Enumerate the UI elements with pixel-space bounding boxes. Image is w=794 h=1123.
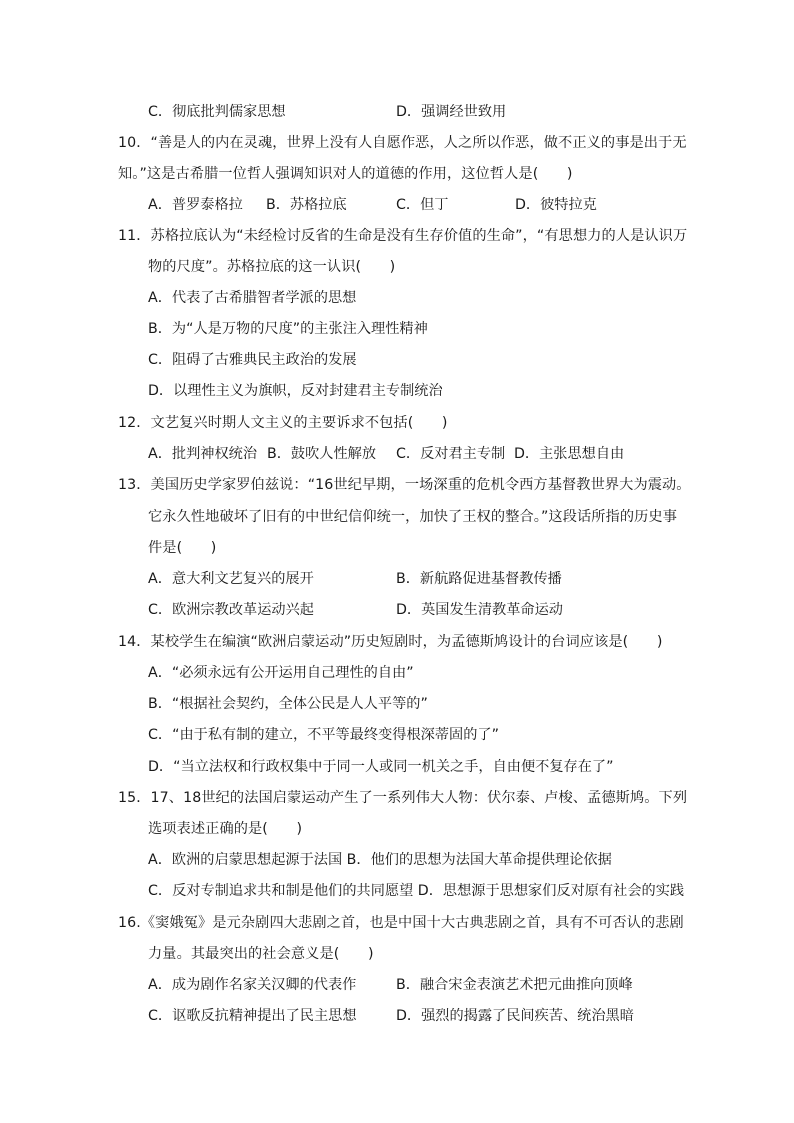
q10-option-a: A．普罗泰格拉 bbox=[148, 197, 243, 213]
q14-option-d: D．“当立法权和行政权集中于同一人或同一机关之手，自由便不复存在了” bbox=[148, 759, 614, 775]
q9-option-c: C．彻底批判儒家思想 bbox=[148, 104, 286, 120]
q12-option-c: C．反对君主专制 bbox=[396, 446, 506, 462]
q11-option-d: D．以理性主义为旗帜，反对封建君主专制统治 bbox=[148, 383, 443, 399]
q13-option-b: B．新航路促进基督教传播 bbox=[396, 571, 562, 587]
q14-stem-line1: 14．某校学生在编演“欧洲启蒙运动”历史短剧时，为孟德斯鸠设计的台词应该是( ) bbox=[118, 634, 663, 650]
q10-option-b: B．苏格拉底 bbox=[266, 197, 347, 213]
q15-stem-line1: 15．17、18世纪的法国启蒙运动产生了一系列伟大人物：伏尔泰、卢梭、孟德斯鸠。下列 bbox=[118, 790, 688, 806]
q11-option-c: C．阻碍了古雅典民主政治的发展 bbox=[148, 352, 357, 368]
q12-option-a: A．批判神权统治 bbox=[148, 446, 258, 462]
q12-option-b: B．鼓吹人性解放 bbox=[267, 446, 377, 462]
q13-option-d: D．英国发生清教革命运动 bbox=[396, 602, 563, 618]
q16-stem-line1: 16.《窦娥冤》是元杂剧四大悲剧之首，也是中国十大古典悲剧之首，具有不可否认的悲剧 bbox=[118, 915, 684, 931]
q15-stem-line2: 选项表述正确的是( ) bbox=[148, 821, 303, 837]
q10-stem-line2: 知。”这是古希腊一位哲人强调知识对人的道德的作用，这位哲人是( ) bbox=[118, 166, 573, 182]
q10-stem-line1: 10．“善是人的内在灵魂，世界上没有人自愿作恶，人之所以作恶，做不正义的事是出于无 bbox=[118, 135, 687, 151]
q12-option-d: D．主张思想自由 bbox=[514, 446, 625, 462]
q11-option-a: A．代表了古希腊智者学派的思想 bbox=[148, 290, 357, 306]
q10-option-d: D．彼特拉克 bbox=[515, 197, 597, 213]
q13-option-a: A．意大利文艺复兴的展开 bbox=[148, 571, 314, 587]
q16-stem-line2: 力量。其最突出的社会意义是( ) bbox=[148, 946, 374, 962]
q15-options-row2: C．反对专制追求共和制是他们的共同愿望 D．思想源于思想家们反对原有社会的实践 bbox=[148, 883, 685, 899]
q11-option-b: B．为“人是万物的尺度”的主张注入理性精神 bbox=[148, 321, 428, 337]
q16-option-c: C．讴歌反抗精神提出了民主思想 bbox=[148, 1008, 357, 1024]
q11-stem-line1: 11．苏格拉底认为“未经检讨反省的生命是没有生存价值的生命”，“有思想力的人是认识万 bbox=[118, 228, 688, 244]
q14-option-c: C．“由于私有制的建立，不平等最终变得根深蒂固的了” bbox=[148, 727, 499, 743]
q15-options-row1: A．欧洲的启蒙思想起源于法国 B．他们的思想为法国大革命提供理论依据 bbox=[148, 852, 612, 868]
q12-stem-line1: 12．文艺复兴时期人文主义的主要诉求不包括( ) bbox=[118, 415, 448, 431]
q13-option-c: C．欧洲宗教改革运动兴起 bbox=[148, 602, 314, 618]
q14-option-b: B．“根据社会契约，全体公民是人人平等的” bbox=[148, 696, 428, 712]
q16-option-d: D．强烈的揭露了民间疾苦、统治黑暗 bbox=[396, 1008, 634, 1024]
q16-option-b: B．融合宋金表演艺术把元曲推向顶峰 bbox=[396, 977, 633, 993]
q13-stem-line3: 件是( ) bbox=[148, 540, 217, 556]
q11-stem-line2: 物的尺度”。苏格拉底的这一认识( ) bbox=[148, 259, 396, 275]
q13-stem-line1: 13．美国历史学家罗伯兹说：“16世纪早期，一场深重的危机令西方基督教世界大为震动。 bbox=[118, 477, 691, 493]
q10-option-c: C．但丁 bbox=[396, 197, 449, 213]
q13-stem-line2: 它永久性地破坏了旧有的中世纪信仰统一，加快了王权的整合。”这段话所指的历史事 bbox=[148, 509, 677, 525]
q16-option-a: A．成为剧作名家关汉卿的代表作 bbox=[148, 977, 357, 993]
q9-option-d: D．强调经世致用 bbox=[396, 104, 507, 120]
q14-option-a: A．“必须永远有公开运用自己理性的自由” bbox=[148, 665, 414, 681]
